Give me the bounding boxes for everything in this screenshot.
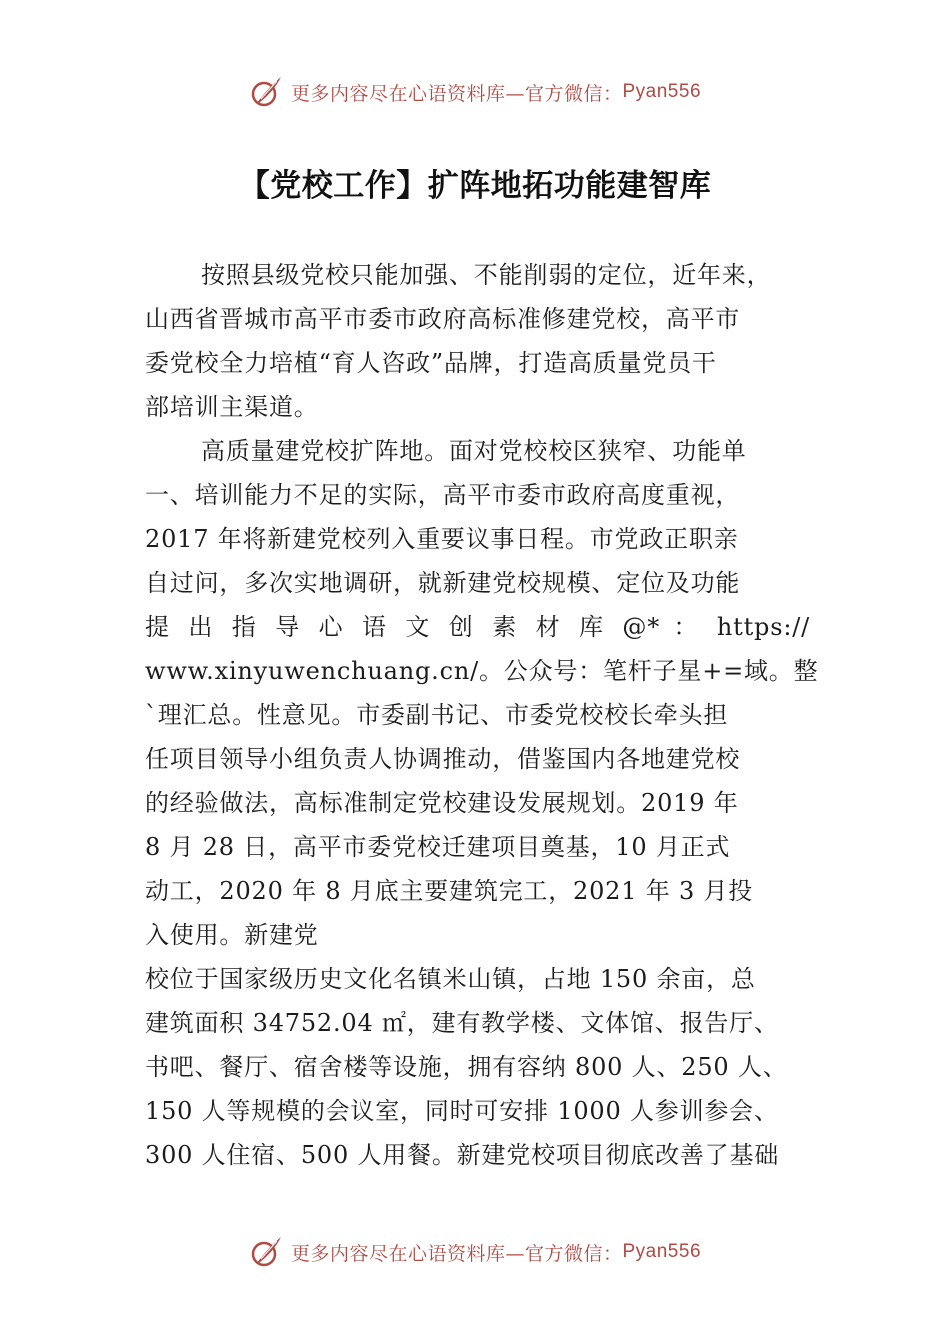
footer-banner-wechat-id: Pyan556 bbox=[622, 1241, 702, 1262]
body-line: 按照县级党校只能加强、不能削弱的定位，近年来， bbox=[201, 261, 772, 289]
body-line: `理汇总。性意见。市委副书记、市委党校校长牵头担 bbox=[145, 701, 729, 729]
body-line: 建筑面积 34752.04 ㎡，建有教学楼、文体馆、报告厅、 bbox=[145, 1009, 779, 1037]
body-line: 8 月 28 日，高平市委党校迁建项目奠基，10 月正式 bbox=[145, 833, 731, 861]
header-banner-text: 更多内容尽在心语资料库—官方微信： bbox=[290, 82, 623, 105]
body-line: 150 人等规模的会议室，同时可安排 1000 人参训参会、 bbox=[145, 1097, 779, 1125]
body-line: 山西省晋城市高平市委市政府高标准修建党校，高平市 bbox=[145, 305, 741, 333]
body-line: 300 人住宿、500 人用餐。新建党校项目彻底改善了基础 bbox=[145, 1141, 780, 1169]
quill-logo-icon bbox=[249, 75, 283, 109]
body-line: 部培训主渠道。 bbox=[145, 393, 319, 421]
body-line: 动工，2020 年 8 月底主要建筑完工，2021 年 3 月投 bbox=[145, 877, 754, 905]
header-banner bbox=[0, 70, 950, 114]
body-line: 任项目领导小组负责人协调推动，借鉴国内各地建党校 bbox=[145, 745, 741, 773]
body-line: 高质量建党校扩阵地。面对党校校区狭窄、功能单 bbox=[201, 437, 747, 465]
quill-logo-icon bbox=[249, 1235, 283, 1269]
body-line: 校位于国家级历史文化名镇米山镇，占地 150 余亩，总 bbox=[145, 965, 756, 993]
page-title: 【党校工作】扩阵地拓功能建智库 bbox=[238, 168, 712, 204]
footer-banner-text: 更多内容尽在心语资料库—官方微信： bbox=[290, 1242, 623, 1265]
body-line: 书吧、餐厅、宿舍楼等设施，拥有容纳 800 人、250 人、 bbox=[145, 1053, 788, 1081]
body-line: www.xinyuwenchuang.cn/。公众号：笔杆子星+=域。整 bbox=[145, 657, 819, 685]
body-line: 一、培训能力不足的实际，高平市委市政府高度重视， bbox=[145, 481, 741, 509]
header-banner-wechat-id: Pyan556 bbox=[622, 81, 702, 102]
article-body bbox=[145, 253, 819, 1177]
body-line: 的经验做法，高标准制定党校建设发展规划。2019 年 bbox=[145, 789, 739, 817]
body-line: 提 出 指 导 心 语 文 创 素 材 库 @* ： https:// bbox=[145, 613, 810, 641]
body-line: 入使用。新建党 bbox=[145, 921, 319, 949]
footer-banner bbox=[0, 1230, 950, 1274]
body-line: 2017 年将新建党校列入重要议事日程。市党政正职亲 bbox=[145, 525, 739, 553]
body-line: 自过问，多次实地调研，就新建党校规模、定位及功能 bbox=[145, 569, 741, 597]
body-line: 委党校全力培植“育人咨政”品牌，打造高质量党员干 bbox=[145, 349, 717, 377]
